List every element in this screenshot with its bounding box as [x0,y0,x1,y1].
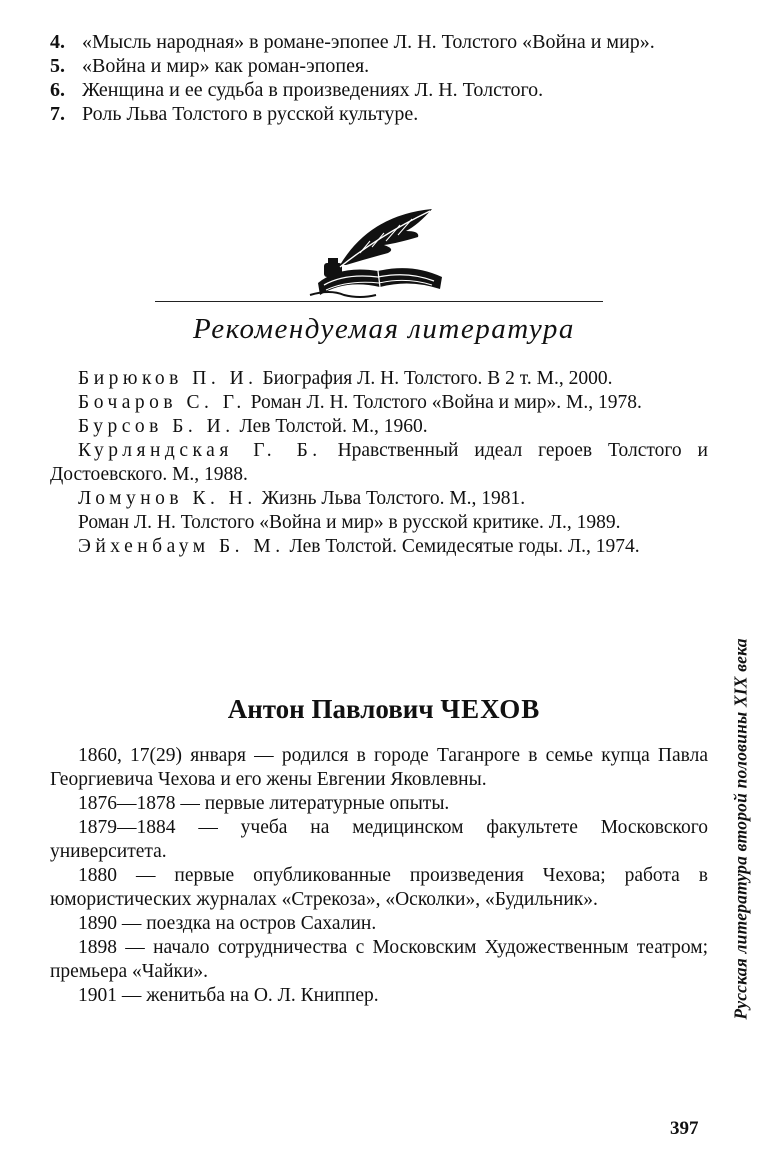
section-title: Рекомендуемая литература [193,313,575,345]
entry-title: Биография Л. Н. Толстого. В 2 т. М., 2000. [257,368,613,389]
chronology-entry: 1898 — начало сотрудничества с Московским Художественным театром; премьера «Чайки». [50,937,708,982]
author-name: Антон Павлович [227,694,441,724]
chapter-title [0,694,768,725]
bibliography-entry [50,367,708,391]
chronology-entry: 1890 — поездка на остров Сахалин. [78,913,377,934]
entry-title: Роман Л. Н. Толстого «Война и мир» в русской критике. Л., 1989. [78,512,621,533]
running-header [718,596,764,1061]
chronology-entry: 1901 — женитьба на О. Л. Книппер. [78,985,379,1006]
bibliography-entry [50,511,708,535]
entry-title: Лев Толстой. М., 1960. [234,416,428,437]
author-surname: ЧЕХОВ [440,694,541,724]
entry-title: Роман Л. Н. Толстого «Война и мир». М., 1978. [245,392,642,413]
entry-author: Ломунов К. Н. [78,488,257,509]
list-item [50,30,710,54]
divider-line [155,301,603,302]
entry-author: Бирюков П. И. [78,368,258,389]
entry-author: Эйхенбаум Б. М. [78,536,285,557]
item-number: 4. [50,31,65,53]
page-number: 397 [670,1118,699,1139]
chronology-entry: 1860, 17(29) января — родился в городе Таганроге в семье купца Павла Георгиевича Чехова и его жены Евгении Яковлевны. [50,745,708,790]
list-item [50,78,710,102]
item-text: Роль Льва Толстого в русской культуре. [82,103,419,125]
item-number: 6. [50,79,65,101]
entry-title: Лев Толстой. Семидесятые годы. Л., 1974. [284,536,640,557]
bibliography-entry [50,487,708,511]
entry-author: Бочаров С. Г. [78,392,246,413]
entry-title: Нравственный идеал героев Толстого и Достоевского. М., 1988. [50,440,708,485]
chronology-list [50,744,708,1008]
chronology-entry: 1880 — первые опубликованные произведения Чехова; работа в юмористических журналах «Стрекоза», «Осколки», «Будильник». [50,865,708,910]
running-header-text: Русская литература второй половины XIX века [730,637,751,1020]
bibliography-entry [50,415,708,439]
item-number: 7. [50,103,65,125]
item-text: «Война и мир» как роман-эпопея. [82,55,370,77]
chronology-entry: 1876—1878 — первые литературные опыты. [78,793,450,814]
entry-author: Курляндская Г. Б. [78,440,322,461]
item-text: «Мысль народная» в романе-эпопее Л. Н. Толстого «Война и мир». [82,31,655,53]
entry-author: Бурсов Б. И. [78,416,235,437]
item-number: 5. [50,55,65,77]
list-item [50,54,710,78]
bibliography-list [50,367,708,559]
list-item [50,102,710,126]
quill-book-ornament-icon [300,205,460,300]
topics-list [50,30,710,126]
chronology-entry: 1879—1884 — учеба на медицинском факультете Московского университета. [50,817,708,862]
bibliography-entry [50,535,708,559]
item-text: Женщина и ее судьба в произведениях Л. Н. Толстого. [82,79,544,101]
bibliography-entry [50,391,708,415]
bibliography-entry [50,439,708,487]
entry-title: Жизнь Льва Толстого. М., 1981. [256,488,526,509]
